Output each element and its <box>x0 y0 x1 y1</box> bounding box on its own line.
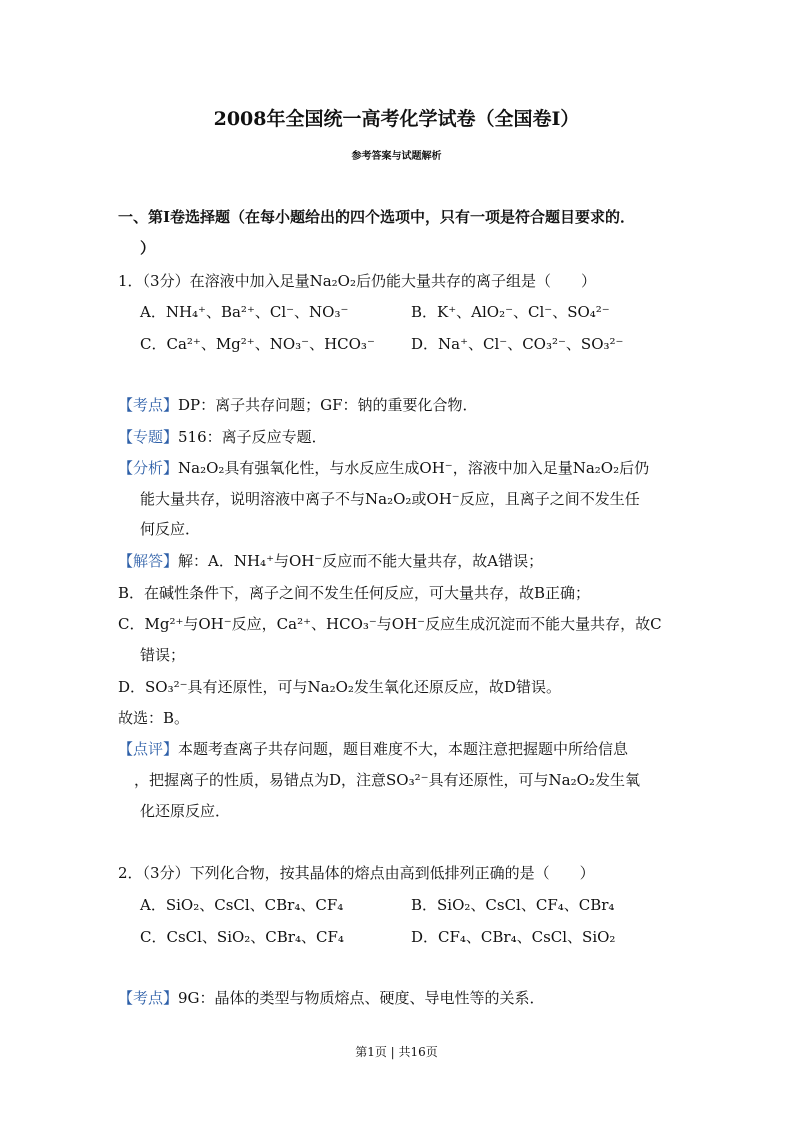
section-heading: 一、第I卷选择题（在每小题给出的四个选项中，只有一项是符合题目要求的． <box>118 208 636 226</box>
q1-jieda <box>118 550 543 571</box>
dianping-text-3: 化还原反应． <box>140 802 231 820</box>
jieda-text-3: C．Mg²⁺与OH⁻反应，Ca²⁺、HCO₃⁻与OH⁻反应生成沉淀而不能大量共存，故C <box>118 615 662 633</box>
jieda-tag: 【解答】 <box>118 552 179 570</box>
dianping-text-2: ，把握离子的性质，易错点为D，注意SO₃²⁻具有还原性，可与Na₂O₂发生氧 <box>134 771 640 789</box>
jieda-text-2: B．在碱性条件下，离子之间不发生任何反应，可大量共存，故B正确； <box>118 584 591 602</box>
q2-option-a: A．SiO₂、CsCl、CBr₄、CF₄ <box>140 896 344 914</box>
q1-option-a: A．NH₄⁺、Ba²⁺、Cl⁻、NO₃⁻ <box>140 303 349 321</box>
q1-kaodian <box>118 394 478 415</box>
q1-option-d: D．Na⁺、Cl⁻、CO₃²⁻、SO₃²⁻ <box>411 335 624 353</box>
q2-kaodian <box>118 987 545 1008</box>
zhuanti-text: 516：离子反应专题． <box>178 428 327 446</box>
dianping-text-1: 本题考查离子共存问题，题目难度不大，本题注意把握题中所给信息 <box>178 740 629 758</box>
fenxi-text-3: 何反应． <box>140 520 201 538</box>
document-subtitle: 参考答案与试题解析 <box>351 151 442 162</box>
jieda-text-6: 故选：B。 <box>118 709 190 727</box>
q2-option-d: D．CF₄、CBr₄、CsCl、SiO₂ <box>411 928 616 946</box>
fenxi-text-2: 能大量共存，说明溶液中离子不与Na₂O₂或OH⁻反应，且离子之间不发生任 <box>140 490 640 508</box>
jieda-text-4: 错误； <box>140 646 186 664</box>
page-footer: 第1页 | 共16页 <box>355 1045 438 1059</box>
q1-zhuanti <box>118 426 327 447</box>
q1-option-b: B．K⁺、AlO₂⁻、Cl⁻、SO₄²⁻ <box>411 303 610 321</box>
dianping-tag: 【点评】 <box>118 740 179 758</box>
section-heading-cont: ） <box>140 239 156 257</box>
q1-dianping <box>118 738 628 759</box>
q1-stem: 1．（3分）在溶液中加入足量Na₂O₂后仍能大量共存的离子组是（ ） <box>118 272 596 290</box>
q1-option-c: C．Ca²⁺、Mg²⁺、NO₃⁻、HCO₃⁻ <box>140 335 375 353</box>
q2-option-b: B．SiO₂、CsCl、CF₄、CBr₄ <box>411 896 615 914</box>
q2-stem: 2．（3分）下列化合物，按其晶体的熔点由高到低排列正确的是（ ） <box>118 864 595 882</box>
q2-option-c: C．CsCl、SiO₂、CBr₄、CF₄ <box>140 928 344 946</box>
fenxi-text-1: Na₂O₂具有强氧化性，与水反应生成OH⁻，溶液中加入足量Na₂O₂后仍 <box>178 459 650 477</box>
document-title: 2008年全国统一高考化学试卷（全国卷I） <box>213 108 580 130</box>
q2-kaodian-text: 9G：晶体的类型与物质熔点、硬度、导电性等的关系． <box>178 989 545 1007</box>
fenxi-tag: 【分析】 <box>118 459 179 477</box>
q2-kaodian-tag: 【考点】 <box>118 989 179 1007</box>
kaodian-tag: 【考点】 <box>118 396 179 414</box>
jieda-text-5: D．SO₃²⁻具有还原性，可与Na₂O₂发生氧化还原反应，故D错误。 <box>118 678 561 696</box>
kaodian-text: DP：离子共存问题；GF：钠的重要化合物． <box>178 396 478 414</box>
jieda-text-1: 解：A．NH₄⁺与OH⁻反应而不能大量共存，故A错误； <box>178 552 544 570</box>
q1-fenxi <box>118 457 649 478</box>
zhuanti-tag: 【专题】 <box>118 428 179 446</box>
